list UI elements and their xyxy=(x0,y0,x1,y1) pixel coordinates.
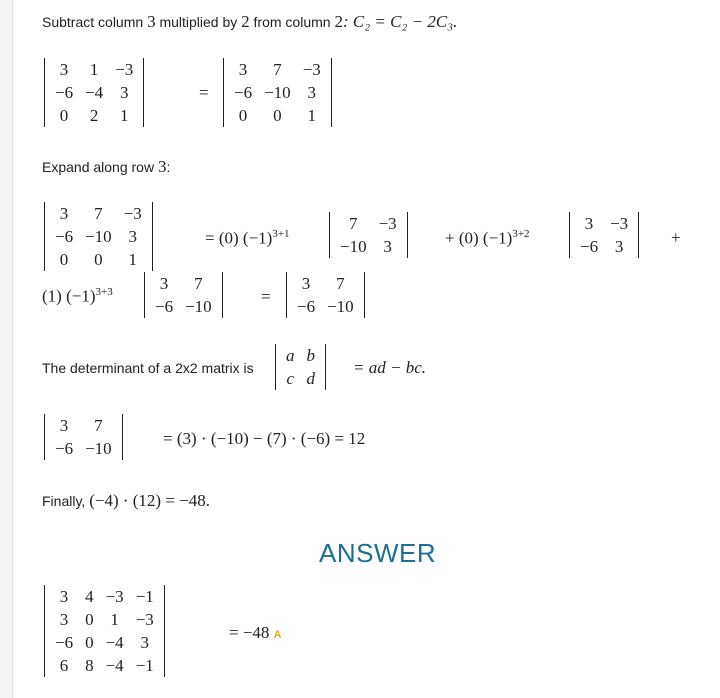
cell: 8 xyxy=(85,656,94,675)
step3-text: The determinant of a 2x2 matrix is xyxy=(42,360,254,376)
term3-text: (1) (−1) xyxy=(42,286,96,306)
cell: −10 xyxy=(340,237,367,256)
cell: 3 xyxy=(140,633,149,652)
cell: −6 xyxy=(55,633,74,652)
cell: 0 xyxy=(94,250,103,269)
cell: −6 xyxy=(297,297,316,316)
step1-text: Subtract column xyxy=(42,14,148,30)
minor-table xyxy=(149,272,218,318)
step1-text-b: multiplied by xyxy=(155,14,242,30)
minor-2 xyxy=(569,212,639,258)
cell: 7 xyxy=(94,416,103,435)
cell: −1 xyxy=(135,656,154,675)
equals-sign: = xyxy=(199,83,209,102)
minor-evaluate xyxy=(44,414,123,460)
determinant-original xyxy=(44,58,144,127)
cell: −3 xyxy=(302,60,321,79)
cell: −3 xyxy=(105,587,124,606)
answer-table xyxy=(49,585,160,677)
cell: 6 xyxy=(59,656,69,675)
cell: 7 xyxy=(273,60,282,79)
cell: 1 xyxy=(307,106,316,125)
cell: −10 xyxy=(327,297,354,316)
step1-text-c: from column xyxy=(249,14,335,30)
cell: −6 xyxy=(155,297,174,316)
cell: −1 xyxy=(135,587,154,606)
cell: 0 xyxy=(238,106,248,125)
expansion-term1 xyxy=(205,228,290,249)
solution-page xyxy=(12,0,720,698)
answer-result: = −48 xyxy=(229,623,270,642)
cell: −6 xyxy=(234,83,253,102)
cell: 3 xyxy=(307,83,316,102)
cell: 3 xyxy=(614,237,624,256)
cell: −6 xyxy=(55,227,74,246)
cell: −10 xyxy=(85,439,112,458)
generic-table xyxy=(280,344,321,390)
cell: d xyxy=(306,369,315,388)
cell: 0 xyxy=(85,610,94,629)
answer-badge[interactable]: A xyxy=(273,629,282,641)
cell: −3 xyxy=(135,610,154,629)
determinant-table xyxy=(49,202,148,271)
cell: 3 xyxy=(301,274,311,293)
plus-sign: + xyxy=(671,228,681,247)
cell: a xyxy=(286,346,295,365)
cell: b xyxy=(306,346,315,365)
step2-text: Expand along row xyxy=(42,159,158,175)
step4-result: = (3) · (−10) − (7) · (−6) = 12 xyxy=(163,429,366,448)
cell: 3 xyxy=(383,237,392,256)
minor-3-result xyxy=(286,272,365,318)
term1-text: = (0) (−1) xyxy=(205,228,273,248)
cell: 7 xyxy=(194,274,203,293)
cell: −6 xyxy=(580,237,599,256)
cell: −10 xyxy=(264,83,291,102)
cell: 0 xyxy=(59,106,69,125)
step1-factor: 2 xyxy=(241,12,250,31)
minor-table xyxy=(291,272,360,318)
term3-exponent: 3+3 xyxy=(95,286,113,298)
cell: 1 xyxy=(128,250,137,269)
cell: −6 xyxy=(55,439,74,458)
determinant-expand xyxy=(44,202,153,271)
cell: −6 xyxy=(55,83,74,102)
determinant-table xyxy=(49,58,139,127)
cell: −10 xyxy=(85,227,112,246)
cell: −3 xyxy=(378,214,397,233)
step1-col-b: 2 xyxy=(334,12,343,31)
cell: 2 xyxy=(89,106,99,125)
step2-colon: : xyxy=(166,159,171,175)
cell: 3 xyxy=(238,60,248,79)
minor-table xyxy=(574,212,634,258)
determinant-table xyxy=(228,58,327,127)
minor-table xyxy=(49,414,118,460)
step1-formula: : C₂ = C₂ − 2C₃. xyxy=(342,12,458,31)
cell: 0 xyxy=(273,106,282,125)
step2-row: 3 xyxy=(157,157,167,176)
cell: 3 xyxy=(119,83,129,102)
cell: 0 xyxy=(85,633,94,652)
term2-exponent: 3+2 xyxy=(512,228,530,240)
cell: 3 xyxy=(159,274,169,293)
determinant-transformed xyxy=(223,58,332,127)
cell: c xyxy=(286,369,295,388)
cell: 3 xyxy=(59,416,69,435)
cell: −3 xyxy=(123,204,142,223)
cell: 3 xyxy=(59,60,69,79)
cell: 0 xyxy=(59,250,69,269)
cell: −4 xyxy=(85,83,104,102)
cell: 3 xyxy=(128,227,137,246)
cell: −3 xyxy=(610,214,629,233)
cell: 7 xyxy=(349,214,358,233)
cell: −3 xyxy=(115,60,134,79)
final-text: Finally, xyxy=(42,493,90,509)
cell: 1 xyxy=(119,106,129,125)
step2-line xyxy=(42,157,170,177)
cell: 1 xyxy=(110,610,119,629)
minor-3 xyxy=(144,272,223,318)
cell: −10 xyxy=(185,297,212,316)
final-formula: (−4) · (12) = −48. xyxy=(89,491,211,510)
expansion-term3 xyxy=(42,286,113,307)
cell: 3 xyxy=(59,204,69,223)
cell: 7 xyxy=(336,274,345,293)
answer-determinant xyxy=(44,585,165,677)
step3-formula: = ad − bc. xyxy=(353,358,426,377)
cell: −4 xyxy=(105,633,124,652)
generic-2x2 xyxy=(275,344,326,390)
cell: 1 xyxy=(89,60,99,79)
cell: 3 xyxy=(584,214,594,233)
cell: 3 xyxy=(59,610,69,629)
term2-text: + (0) (−1) xyxy=(445,228,513,248)
step1-line xyxy=(42,12,457,32)
cell: −4 xyxy=(105,656,124,675)
expansion-term2 xyxy=(445,228,530,249)
answer-heading: ANSWER xyxy=(319,538,437,568)
minor-table xyxy=(334,212,403,258)
cell: 4 xyxy=(85,587,94,606)
cell: 7 xyxy=(94,204,103,223)
answer-result-line xyxy=(229,623,281,643)
minor-1 xyxy=(329,212,408,258)
step1-col-a: 3 xyxy=(147,12,156,31)
term1-exponent: 3+1 xyxy=(272,228,290,240)
equals-sign: = xyxy=(261,287,271,306)
cell: 3 xyxy=(59,587,69,606)
final-line xyxy=(42,491,210,511)
